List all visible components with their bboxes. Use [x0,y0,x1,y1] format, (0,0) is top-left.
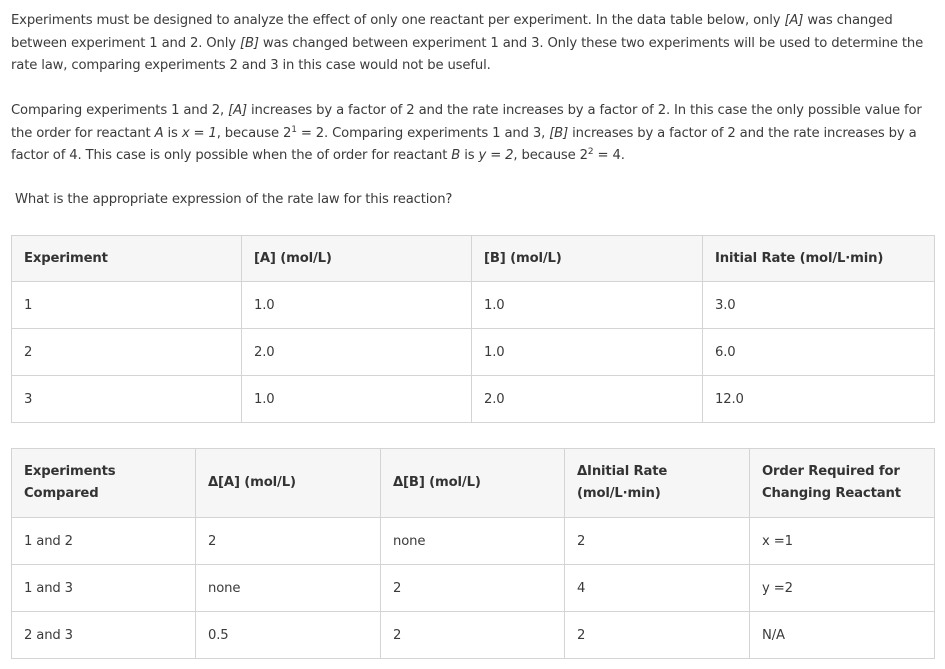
table-row [12,518,935,565]
table-cell: 1 and 3 [12,565,196,612]
column-header: Δ[A] (mol/L) [196,449,381,518]
table-row [12,565,935,612]
table-row [12,329,935,376]
table-cell: 2 [381,612,565,659]
table-cell: 1.0 [472,282,703,329]
table-row [12,612,935,659]
analysis-text: , because 2 [513,148,588,163]
table-cell: 12.0 [703,376,935,423]
table-cell: 3.0 [703,282,935,329]
analysis-text: , because 2 [216,125,292,141]
analysis-text: = 4. [593,148,625,163]
column-header: Order Required for Changing Reactant [750,449,935,518]
column-header: Experiment [12,236,242,282]
table-row [12,376,935,423]
table-cell: x =1 [750,518,935,565]
table-cell: 4 [565,565,750,612]
analysis-text: is [460,148,479,163]
column-header: Initial Rate (mol/L·min) [703,236,935,282]
experiment-data-table [11,235,935,423]
intro-species-b: [B] [239,35,259,51]
table-cell: 1.0 [472,329,703,376]
table-cell: 2 [196,518,381,565]
table-cell: none [381,518,565,565]
intro-paragraph [11,10,931,78]
question-text: What is the appropriate expression of the rate law for this reaction? [15,192,453,207]
table-cell: N/A [750,612,935,659]
table-cell: 2 [12,329,242,376]
analysis-text: = 2. Comparing experiments 1 and 3, [296,125,550,141]
intro-text-1: Experiments must be designed to analyze the effect of only one reactant per experiment. In the data table below, only [11,13,785,28]
table-cell: 3 [12,376,242,423]
table-cell: 6.0 [703,329,935,376]
column-header: Δ[B] (mol/L) [381,449,565,518]
analysis-order-y: y = 2 [478,148,514,163]
analysis-text: increases by a factor of 2 and the rate increases by a factor of 2. In this case the only possible value for the order for reactant [11,103,922,141]
column-header: [A] (mol/L) [242,236,472,282]
table-row [12,282,935,329]
analysis-species: A [154,125,164,141]
analysis-text: Comparing experiments 1 and 2, [11,103,229,118]
table-cell: 1.0 [242,376,472,423]
intro-species-a: [A] [784,13,804,28]
table-cell: 2 and 3 [12,612,196,659]
analysis-text: is [163,125,182,141]
analysis-exponent: 1 [291,124,297,135]
table-cell: 1 and 2 [12,518,196,565]
analysis-exponent: 2 [587,147,594,157]
analysis-species: [A] [228,103,247,118]
analysis-species: B [451,148,461,163]
table-cell: 1.0 [242,282,472,329]
table-header-row [12,236,935,282]
analysis-paragraph [11,100,931,168]
table-cell: 2.0 [472,376,703,423]
table-cell: 2 [565,612,750,659]
analysis-text: increases by a factor of 2 and the rate increases by a factor of 4. This case is only possible when the of order for reactant [11,125,917,163]
table-cell: 2 [381,565,565,612]
intro-text-2: was changed between experiment 1 and 2. Only [11,13,893,51]
table-cell: none [196,565,381,612]
analysis-species: [B] [549,125,569,141]
analysis-order-x: x = 1 [181,125,217,141]
column-header: Experiments Compared [12,449,196,518]
intro-text-3: was changed between experiment 1 and 3. Only these two experiments will be used to determine the rate law, comparing experiments 2 and 3 in this case would not be useful. [11,35,924,73]
table-cell: 2.0 [242,329,472,376]
table-header-row [12,449,935,518]
table-cell: 2 [565,518,750,565]
column-header: ΔInitial Rate (mol/L·min) [565,449,750,518]
column-header: [B] (mol/L) [472,236,703,282]
table-cell: 0.5 [196,612,381,659]
comparison-table [11,448,935,659]
table-cell: y =2 [750,565,935,612]
table-cell: 1 [12,282,242,329]
